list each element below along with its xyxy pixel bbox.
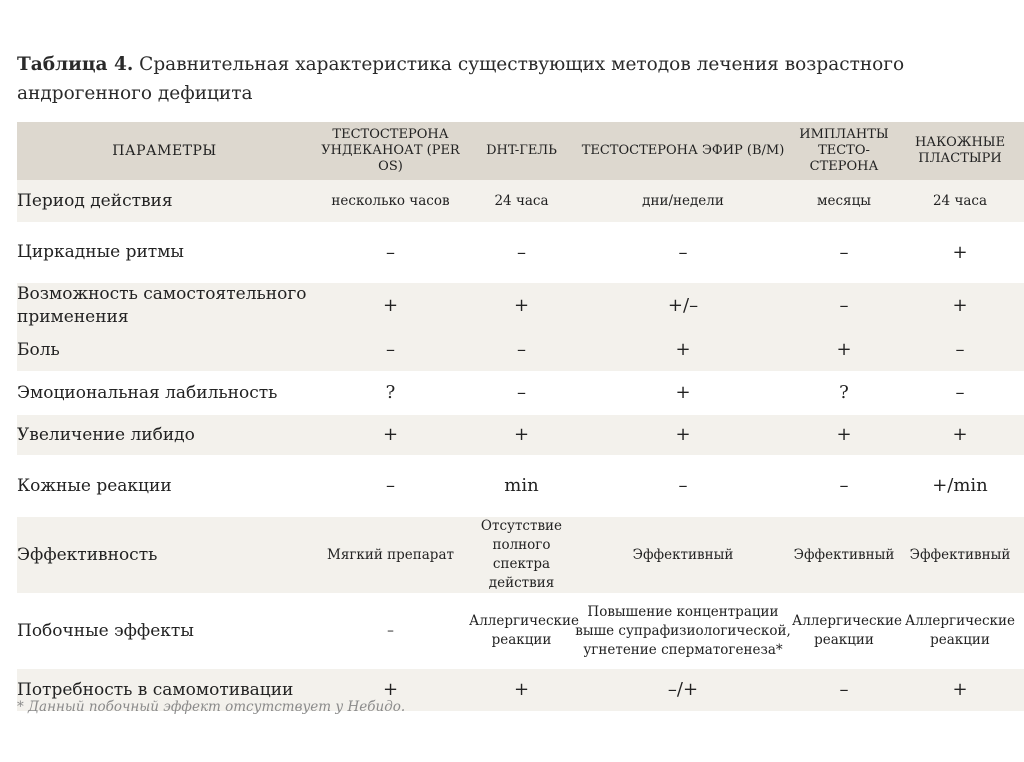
table-cell: + [675, 339, 691, 360]
header-parameters: ПАРАМЕТРЫ [112, 143, 217, 159]
table-cell: 24 часа [494, 192, 549, 209]
table-row [17, 371, 1024, 415]
table-cell: 24 часа [932, 192, 988, 209]
table-cell: +/– [667, 295, 699, 316]
table-cell: + [382, 295, 399, 316]
table-cell: Отсутствие полного спектра действия [480, 518, 563, 591]
table-cell: – [839, 241, 849, 263]
table-row [17, 222, 1024, 283]
table-cell: – [517, 241, 526, 263]
row-parameter-name: Циркадные ритмы [17, 242, 184, 262]
table-cell: + [836, 339, 852, 360]
footnote: * Данный побочный эффект отсутствует у Небидо. [17, 699, 406, 715]
table-cell: несколько часов [331, 192, 450, 209]
table-cell: ? [839, 382, 849, 403]
table-cell: – [386, 475, 395, 496]
table-cell: – [839, 679, 849, 700]
table-cell: + [675, 382, 691, 403]
table-cell: Мягкий препарат [327, 546, 454, 563]
table-cell: – [517, 382, 526, 403]
row-parameter-name: Потребность в самомотивации [17, 679, 294, 700]
table-cell: – [386, 241, 395, 263]
table-cell: +/min [932, 475, 988, 496]
table-cell: + [513, 295, 530, 316]
table-cell: – [678, 475, 688, 496]
table-cell: Аллергические реакции [792, 613, 902, 648]
header-dht-gel: DHT-ГЕЛЬ [486, 143, 557, 158]
row-parameter-name: Боль [17, 339, 60, 360]
table-cell: + [952, 679, 968, 700]
row-parameter-name: Побочные эффекты [17, 620, 194, 641]
table-cell: – [387, 622, 394, 639]
table-cell: месяцы [817, 192, 871, 209]
row-parameter-name: Увеличение либидо [17, 424, 195, 445]
table-row [17, 455, 1024, 517]
table-cell: Эффективный [632, 546, 734, 563]
header-patches: НАКОЖНЫЕ ПЛАСТЫРИ [914, 135, 1006, 166]
row-parameter-name: Эффективность [17, 544, 158, 565]
table-cell: Повышение концентрации выше супрафизиологической, угнетение сперматогенеза* [575, 603, 791, 658]
table-row [17, 517, 1024, 593]
table-row [17, 415, 1024, 455]
comparison-table [17, 122, 1024, 711]
table-cell: Аллергические реакции [469, 613, 579, 648]
table-cell: – [678, 241, 688, 263]
row-parameter-name: Возможность самостоятельного применения [17, 284, 307, 327]
caption-label: Таблица 4. [17, 54, 134, 75]
table-cell: – [955, 339, 965, 360]
table-cell: – [955, 382, 965, 403]
table-cell: + [513, 424, 530, 445]
row-parameter-name: Кожные реакции [17, 475, 172, 496]
table-body [17, 180, 1024, 711]
table-cell: + [382, 679, 399, 700]
table-cell: + [513, 679, 530, 700]
table-cell: дни/недели [642, 192, 724, 209]
table-caption [17, 50, 917, 108]
table-cell: + [952, 241, 968, 263]
table-cell: + [382, 424, 399, 445]
header-testosterone-ester: ТЕСТОСТЕРОНА ЭФИР (В/М) [581, 143, 785, 158]
table-cell: + [675, 424, 691, 445]
table-row [17, 593, 1024, 669]
table-cell: – [839, 295, 849, 316]
table-cell: – [517, 339, 526, 360]
header-testosterone-undecanoate: ТЕСТОСТЕРОНА УНДЕКАНОАТ (PER OS) [321, 127, 460, 174]
table-cell: – [839, 475, 849, 496]
row-parameter-name: Период действия [17, 190, 173, 211]
header-implants: ИМПЛАНТЫ ТЕСТО-СТЕРОНА [799, 127, 889, 174]
caption-text: Сравнительная характеристика существующих методов лечения возрастного андрогенного дефицита [17, 54, 905, 104]
table-row [17, 180, 1024, 222]
header-row [17, 122, 1024, 180]
table-cell: + [952, 295, 968, 316]
table-row [17, 283, 1024, 329]
table-cell: + [836, 424, 852, 445]
row-parameter-name: Эмоциональная лабильность [17, 382, 278, 403]
table-cell: Аллергические реакции [905, 613, 1015, 648]
table-cell: min [504, 475, 539, 496]
table-cell: + [952, 424, 968, 445]
table-row [17, 329, 1024, 371]
table-cell: Эффективный [793, 546, 895, 563]
table-cell: Эффективный [909, 546, 1011, 563]
table-cell: – [386, 339, 395, 360]
table-cell: ? [385, 382, 396, 403]
table-cell: –/+ [667, 679, 699, 700]
